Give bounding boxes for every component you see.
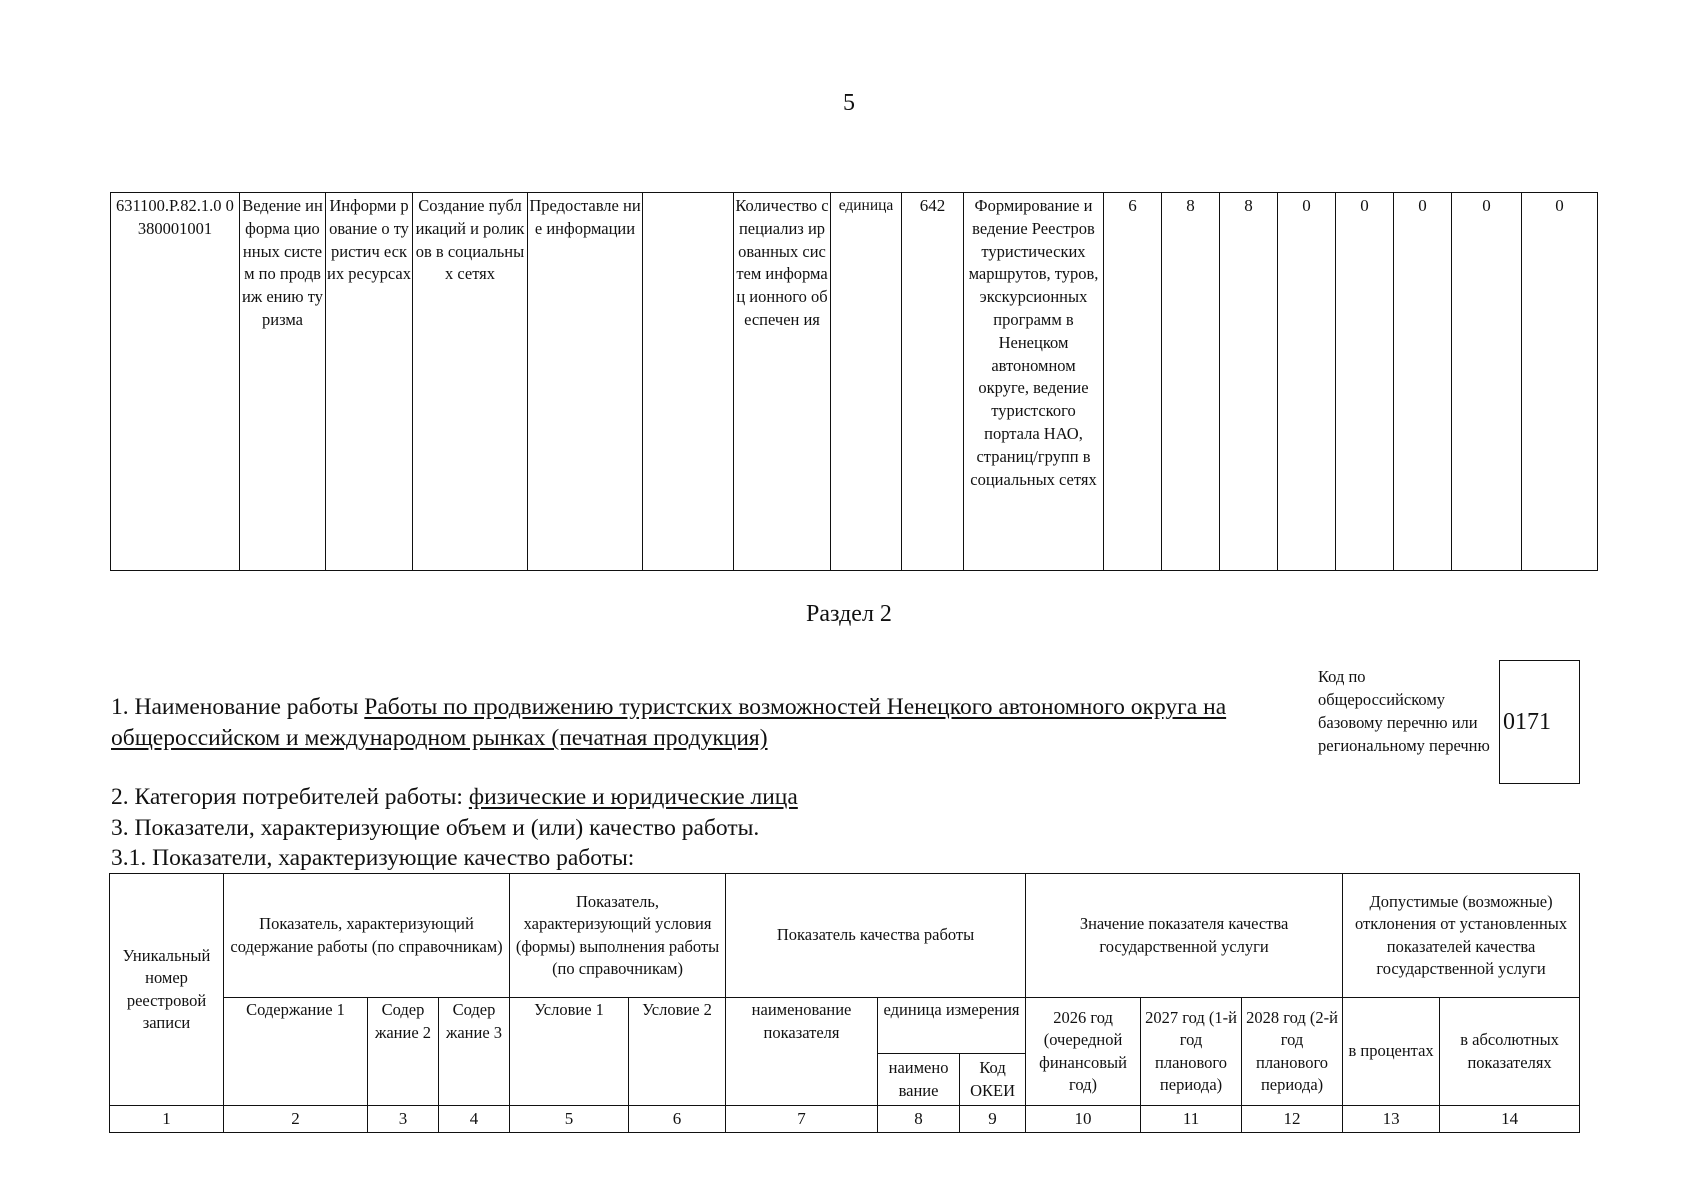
- content-1-header: Содержание 1: [224, 998, 368, 1106]
- year-2027-header: 2027 год (1-й год планового периода): [1141, 998, 1242, 1106]
- value-cell: 0: [1278, 193, 1336, 571]
- column-number: 13: [1343, 1106, 1440, 1133]
- column-number: 11: [1141, 1106, 1242, 1133]
- condition-indicator-header: Показатель, характеризующий условия (формы) выполнения работы (по справочникам): [510, 874, 726, 998]
- indicators-heading: 3. Показатели, характеризующие объем и (или) качество работы.: [111, 815, 760, 841]
- content-3-header: Содер жание 3: [439, 998, 510, 1106]
- content-1-cell: Ведение информа ционных систем по продвиж ению туризма: [240, 193, 326, 571]
- table-row: [111, 193, 1598, 571]
- consumers-value: физические и юридические лица: [468, 784, 798, 810]
- indicator-name-cell: Количество специализ ированных систем информац ионного обеспечен ия: [734, 193, 831, 571]
- table-row: [110, 1106, 1580, 1133]
- consumers-label: 2. Категория потребителей работы:: [111, 784, 469, 810]
- unit-name-header: наимено вание: [878, 1054, 960, 1106]
- value-cell: 0: [1336, 193, 1394, 571]
- column-number: 6: [629, 1106, 726, 1133]
- okei-code-cell: 642: [902, 193, 964, 571]
- value-cell: 0: [1452, 193, 1522, 571]
- table-row: [110, 998, 1580, 1054]
- indicator-value-header: Значение показателя качества государственной услуги: [1026, 874, 1343, 998]
- deviation-header: Допустимые (возможные) отклонения от установленных показателей качества государственной услуги: [1343, 874, 1580, 998]
- table-row: [110, 874, 1580, 998]
- registry-number-cell: 631100.Р.82.1.0 0380001001: [111, 193, 240, 571]
- column-number: 3: [368, 1106, 439, 1133]
- column-number: 4: [439, 1106, 510, 1133]
- unit-header: единица измерения: [878, 998, 1026, 1054]
- column-number: 14: [1440, 1106, 1580, 1133]
- code-value: 0171: [1503, 709, 1551, 735]
- column-number: 5: [510, 1106, 629, 1133]
- column-number: 10: [1026, 1106, 1141, 1133]
- description-cell: Формирование и ведение Реестров туристических маршрутов, туров, экскурсионных программ в Ненецком автономном округе, ведение туристского портала НАО, страниц/групп в социальных сетях: [964, 193, 1104, 571]
- value-cell: 0: [1394, 193, 1452, 571]
- column-number: 1: [110, 1106, 224, 1133]
- quality-heading: 3.1. Показатели, характеризующие качество работы:: [111, 845, 635, 871]
- column-number: 8: [878, 1106, 960, 1133]
- indicator-name-header: наименование показателя: [726, 998, 878, 1106]
- column-number: 7: [726, 1106, 878, 1133]
- content-3-cell: Создание публикаций и роликов в социальных сетях: [413, 193, 528, 571]
- condition-2-header: Условие 2: [629, 998, 726, 1106]
- work-name-line: [111, 692, 1271, 754]
- year-2028-header: 2028 год (2-й год планового периода): [1242, 998, 1343, 1106]
- work-name-value: Работы по продвижению туристских возможностей Ненецкого автономного округа на общероссийском и международном рынках (печатная продукция): [111, 694, 1227, 751]
- column-number: 9: [960, 1106, 1026, 1133]
- registry-table-continuation: [110, 192, 1598, 571]
- condition-1-cell: Предоставле ние информации: [528, 193, 643, 571]
- condition-1-header: Условие 1: [510, 998, 629, 1106]
- work-name-label: 1. Наименование работы: [111, 694, 365, 720]
- code-box: [1499, 660, 1580, 784]
- value-cell: 6: [1104, 193, 1162, 571]
- value-cell: 8: [1162, 193, 1220, 571]
- content-2-header: Содер жание 2: [368, 998, 439, 1106]
- percent-header: в процентах: [1343, 998, 1440, 1106]
- quality-indicator-header: Показатель качества работы: [726, 874, 1026, 998]
- value-cell: 8: [1220, 193, 1278, 571]
- content-indicator-header: Показатель, характеризующий содержание работы (по справочникам): [224, 874, 510, 998]
- condition-2-cell: [643, 193, 734, 571]
- content-2-cell: Информи рование о туристич еских ресурсах: [326, 193, 413, 571]
- section-title: Раздел 2: [806, 601, 892, 627]
- unit-name-cell: единица: [831, 193, 902, 571]
- code-label: Код по общероссийскому базовому перечню или региональному перечню: [1318, 667, 1490, 755]
- page-number: 5: [843, 90, 855, 116]
- absolute-header: в абсолютных показателях: [1440, 998, 1580, 1106]
- consumers-line: [111, 784, 798, 811]
- value-cell: 0: [1522, 193, 1598, 571]
- year-2026-header: 2026 год (очередной финансовый год): [1026, 998, 1141, 1106]
- quality-indicators-table: [109, 873, 1580, 1133]
- okei-code-header: Код ОКЕИ: [960, 1054, 1026, 1106]
- column-number: 12: [1242, 1106, 1343, 1133]
- column-number: 2: [224, 1106, 368, 1133]
- unique-number-header: Уникальный номер реестровой записи: [110, 874, 224, 1106]
